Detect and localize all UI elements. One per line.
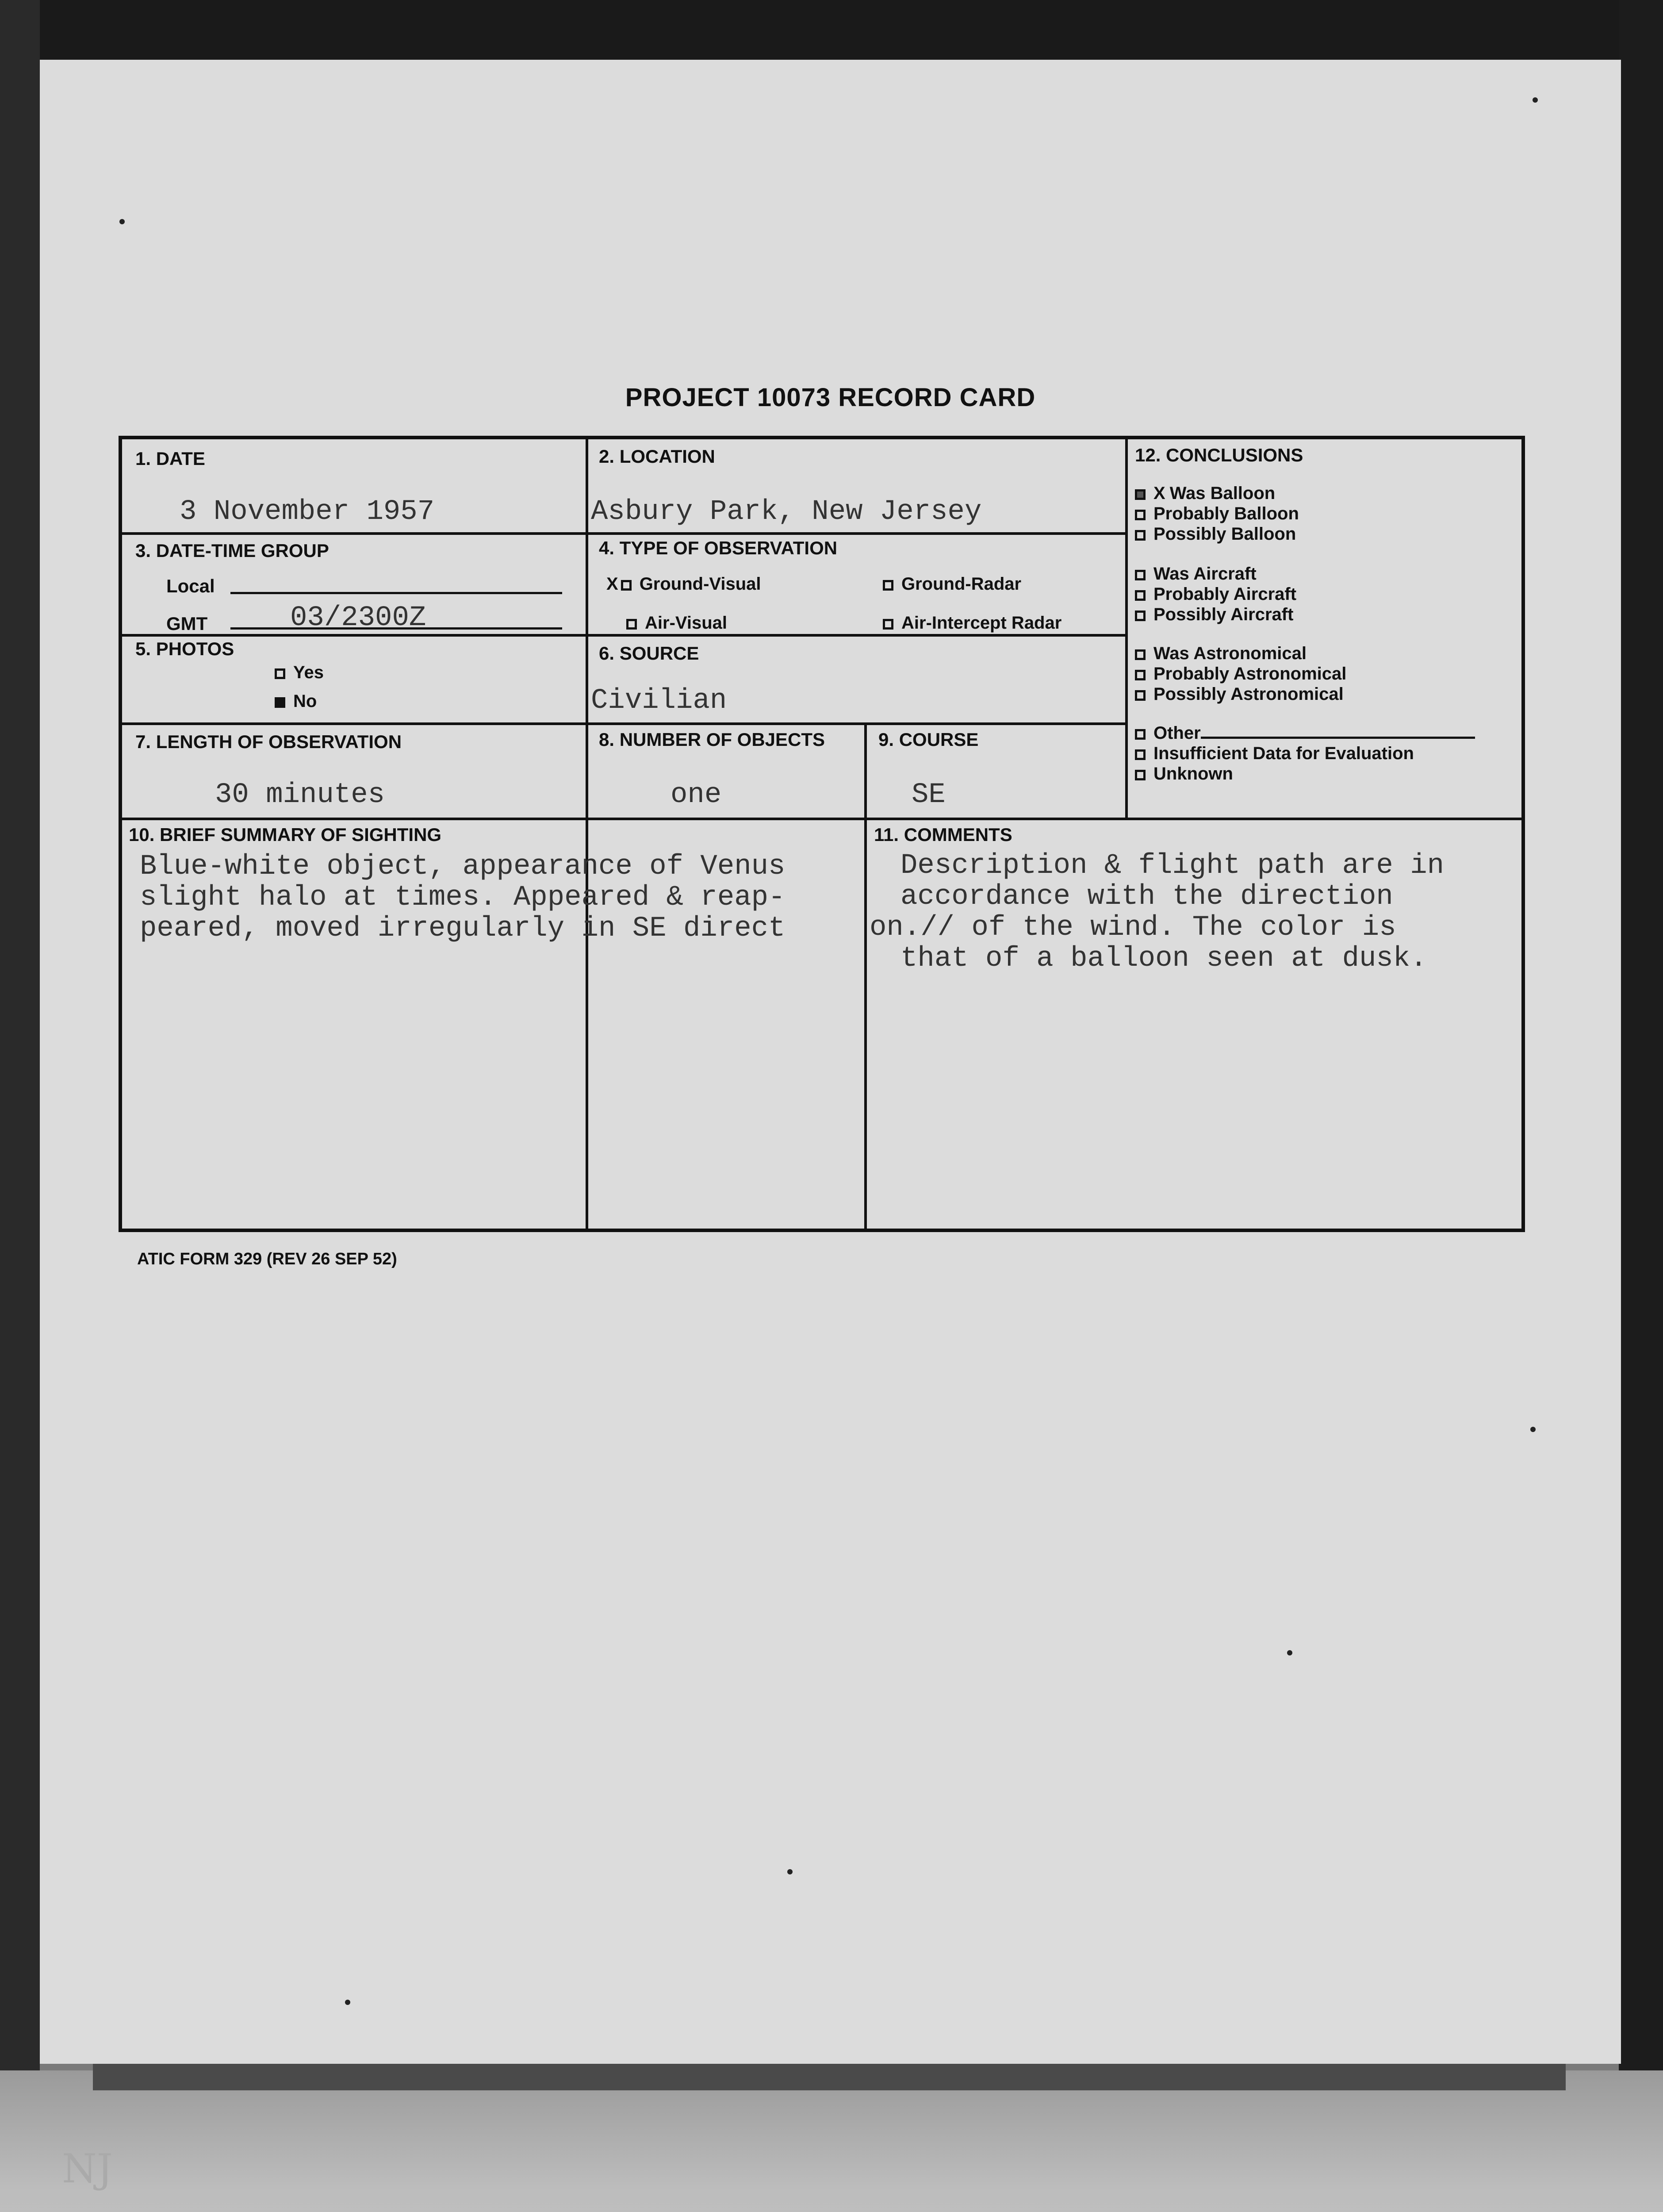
- conclusion-label: Was Astronomical: [1153, 644, 1307, 663]
- course-label: 9. COURSE: [878, 729, 979, 750]
- checkbox-icon: [1135, 649, 1146, 660]
- summary-line: slight halo at times. Appeared & reap-: [140, 882, 786, 914]
- conclusion-possibly-astronomical[interactable]: [1135, 684, 1344, 704]
- scan-top-border: [0, 0, 1663, 62]
- local-underline: [230, 592, 562, 594]
- option-air-intercept-radar[interactable]: [883, 613, 1061, 633]
- conclusion-check-mark: X: [1153, 484, 1165, 503]
- summary-line: Blue-white object, appearance of Venus: [140, 851, 786, 883]
- conclusion-label: Possibly Astronomical: [1153, 684, 1344, 704]
- photos-no-option[interactable]: [275, 691, 317, 711]
- option-check-mark: X: [606, 574, 618, 594]
- option-air-visual[interactable]: [626, 613, 727, 633]
- checkbox-icon: [883, 580, 893, 591]
- photos-label: 5. PHOTOS: [135, 638, 234, 659]
- conclusion-probably-astronomical[interactable]: [1135, 664, 1346, 684]
- checkbox-icon: [1135, 611, 1146, 621]
- checkbox-icon: [621, 580, 632, 591]
- observation-type-label: 4. TYPE OF OBSERVATION: [599, 538, 838, 558]
- checkbox-icon: [1135, 729, 1146, 740]
- conclusion-insufficient-data[interactable]: [1135, 744, 1414, 764]
- conclusion-label: Possibly Balloon: [1153, 524, 1296, 544]
- divider-row-1: [122, 532, 1125, 535]
- divider-row-4: [122, 818, 1521, 820]
- option-label: Ground-Radar: [901, 574, 1022, 594]
- length-value: 30 minutes: [215, 779, 385, 811]
- checkbox-icon: [1135, 590, 1146, 601]
- checkbox-checked-icon: [1135, 489, 1146, 500]
- photos-no-label: No: [293, 691, 317, 711]
- option-label: Air-Intercept Radar: [901, 613, 1062, 633]
- gmt-label: GMT: [166, 613, 208, 634]
- comments-line: that of a balloon seen at dusk.: [900, 943, 1427, 975]
- dust-speck: [119, 219, 125, 224]
- conclusion-label: Other: [1153, 723, 1201, 743]
- course-value: SE: [912, 779, 946, 811]
- photos-yes-label: Yes: [293, 663, 324, 682]
- conclusion-label: Probably Astronomical: [1153, 664, 1347, 684]
- dust-speck: [1530, 1427, 1536, 1432]
- divider-col-conclusions: [1125, 439, 1128, 818]
- conclusion-label: Probably Aircraft: [1153, 584, 1297, 604]
- divider-row-2: [122, 634, 1125, 637]
- scan-right-border: [1619, 0, 1663, 2079]
- divider-row-3: [122, 722, 1125, 725]
- checkbox-icon: [1135, 530, 1146, 541]
- conclusion-label: Was Balloon: [1169, 484, 1276, 503]
- checkbox-icon: [1135, 670, 1146, 680]
- source-label: 6. SOURCE: [599, 643, 699, 664]
- conclusion-label: Probably Balloon: [1153, 504, 1299, 523]
- scan-bottom-area: [0, 2070, 1663, 2212]
- conclusion-probably-aircraft[interactable]: [1135, 584, 1296, 604]
- location-value: Asbury Park, New Jersey: [591, 496, 982, 528]
- summary-label: 10. BRIEF SUMMARY OF SIGHTING: [129, 824, 442, 845]
- local-label: Local: [166, 576, 215, 596]
- conclusion-possibly-balloon[interactable]: [1135, 524, 1296, 544]
- conclusion-was-aircraft[interactable]: [1135, 564, 1257, 584]
- conclusion-possibly-aircraft[interactable]: [1135, 605, 1293, 625]
- divider-course: [864, 722, 867, 818]
- comments-label: 11. COMMENTS: [874, 824, 1012, 845]
- conclusion-label: Was Aircraft: [1153, 564, 1257, 584]
- conclusion-was-astronomical[interactable]: [1135, 644, 1307, 664]
- dust-speck: [1287, 1650, 1292, 1655]
- objects-value: one: [671, 779, 722, 811]
- conclusion-unknown[interactable]: [1135, 764, 1233, 784]
- other-underline: [1201, 737, 1475, 739]
- divider-col-main: [586, 439, 588, 1229]
- comments-line: accordance with the direction: [900, 881, 1393, 913]
- card-title: PROJECT 10073 RECORD CARD: [625, 383, 1036, 412]
- conclusion-label: Possibly Aircraft: [1153, 605, 1294, 624]
- gmt-value: 03/2300Z: [290, 602, 426, 634]
- checkbox-icon: [883, 619, 893, 630]
- checkbox-icon: [1135, 690, 1146, 701]
- option-label: Ground-Visual: [639, 574, 761, 594]
- checkbox-icon: [1135, 510, 1146, 520]
- checkbox-icon: [275, 668, 285, 679]
- dtg-label: 3. DATE-TIME GROUP: [135, 540, 329, 561]
- option-label: Air-Visual: [645, 613, 727, 633]
- photos-yes-option[interactable]: [275, 663, 324, 683]
- conclusion-was-balloon[interactable]: [1135, 484, 1275, 503]
- conclusion-probably-balloon[interactable]: [1135, 504, 1299, 524]
- location-label: 2. LOCATION: [599, 446, 715, 467]
- source-value: Civilian: [591, 685, 727, 717]
- dust-speck: [787, 1869, 793, 1874]
- scan-left-border: [0, 0, 40, 2212]
- checkbox-checked-icon: [275, 697, 285, 708]
- dust-speck: [345, 2000, 350, 2005]
- record-card: [119, 436, 1525, 1232]
- checkbox-icon: [1135, 749, 1146, 760]
- checkbox-icon: [626, 619, 637, 630]
- conclusion-label: Unknown: [1153, 764, 1233, 783]
- date-value: 3 November 1957: [180, 496, 435, 528]
- checkbox-icon: [1135, 570, 1146, 580]
- length-label: 7. LENGTH OF OBSERVATION: [135, 731, 402, 752]
- conclusion-label: Insufficient Data for Evaluation: [1153, 744, 1414, 763]
- form-footer: ATIC FORM 329 (REV 26 SEP 52): [137, 1250, 397, 1268]
- option-ground-radar[interactable]: [883, 574, 1021, 594]
- checkbox-icon: [1135, 770, 1146, 780]
- divider-comments: [864, 818, 867, 1229]
- conclusion-other[interactable]: [1135, 723, 1475, 743]
- comments-line: Description & flight path are in: [900, 850, 1444, 882]
- sheet-bottom-shadow: [93, 2064, 1566, 2090]
- option-ground-visual[interactable]: [606, 574, 761, 594]
- dust-speck: [1533, 97, 1538, 103]
- objects-label: 8. NUMBER OF OBJECTS: [599, 729, 825, 750]
- comments-line: on.// of the wind. The color is: [870, 912, 1396, 944]
- record-sheet: [40, 60, 1621, 2064]
- faint-margin-marks: NJ: [62, 2146, 113, 2192]
- date-label: 1. DATE: [135, 448, 205, 469]
- conclusions-label: 12. CONCLUSIONS: [1135, 445, 1303, 465]
- summary-line: peared, moved irregularly in SE direct: [140, 913, 786, 945]
